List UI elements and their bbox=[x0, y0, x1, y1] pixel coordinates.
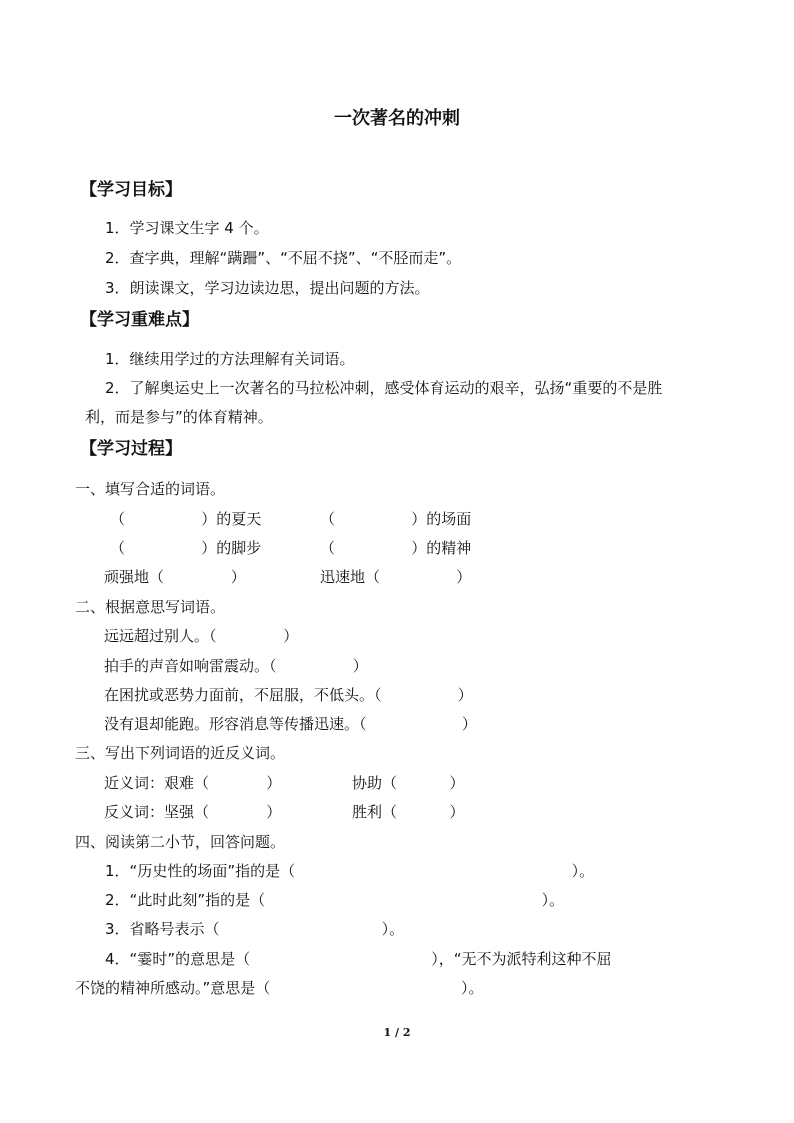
goal-item: 2．查字典，理解“蹒跚”、“不屈不挠”、“不胫而走”。 bbox=[105, 249, 462, 267]
section-heading-keypoints: 【学习重难点】 bbox=[80, 310, 199, 330]
reading-question: 2．“此时此刻”指的是（ ）。 bbox=[105, 891, 565, 909]
reading-question: 3．省略号表示（ ）。 bbox=[105, 920, 405, 938]
definition-item: 没有退却能跑。形容消息等传播迅速。（ ） bbox=[104, 715, 477, 733]
question-1-heading: 一、填写合适的词语。 bbox=[75, 480, 226, 498]
fill-blank: 迅速地（ ） bbox=[320, 568, 472, 586]
goal-item: 1．学习课文生字 4 个。 bbox=[105, 219, 269, 237]
fill-blank: （ ）的精神 bbox=[320, 539, 472, 557]
fill-blank: （ ）的夏天 bbox=[110, 510, 262, 528]
reading-question: 4．“霎时”的意思是（ ），“无不为派特利这种不屈 bbox=[105, 950, 612, 968]
section-heading-process: 【学习过程】 bbox=[80, 439, 182, 459]
goal-item: 3．朗读课文，学习边读边思，提出问题的方法。 bbox=[105, 279, 430, 297]
page-title: 一次著名的冲刺 bbox=[334, 108, 460, 129]
fill-blank: （ ）的脚步 bbox=[110, 539, 262, 557]
reading-question: 1．“历史性的场面”指的是（ ）。 bbox=[105, 862, 595, 880]
synonym-item: 协助（ ） bbox=[352, 774, 465, 792]
keypoint-item: 2．了解奥运史上一次著名的马拉松冲刺，感受体育运动的艰辛，弘扬“重要的不是胜 bbox=[105, 379, 663, 397]
antonym-item: 胜利（ ） bbox=[352, 803, 465, 821]
keypoint-item: 1．继续用学过的方法理解有关词语。 bbox=[105, 350, 355, 368]
question-4-heading: 四、阅读第二小节，回答问题。 bbox=[75, 833, 286, 851]
fill-blank: （ ）的场面 bbox=[320, 510, 472, 528]
definition-item: 远远超过别人。（ ） bbox=[104, 627, 299, 645]
question-3-heading: 三、写出下列词语的近反义词。 bbox=[75, 744, 286, 762]
section-heading-goals: 【学习目标】 bbox=[80, 180, 182, 200]
keypoint-item-continued: 利，而是参与”的体育精神。 bbox=[85, 408, 273, 426]
reading-question-continued: 不饶的精神所感动。”意思是（ ）。 bbox=[75, 979, 484, 997]
question-2-heading: 二、根据意思写词语。 bbox=[75, 598, 226, 616]
page-number: 1 / 2 bbox=[383, 1026, 411, 1039]
fill-blank: 顽强地（ ） bbox=[104, 568, 246, 586]
definition-item: 拍手的声音如响雷震动。（ ） bbox=[104, 657, 368, 675]
synonym-item: 近义词：艰难（ ） bbox=[104, 774, 282, 792]
antonym-item: 反义词：坚强（ ） bbox=[104, 803, 282, 821]
definition-item: 在困扰或恶势力面前，不屈服，不低头。（ ） bbox=[104, 686, 473, 704]
